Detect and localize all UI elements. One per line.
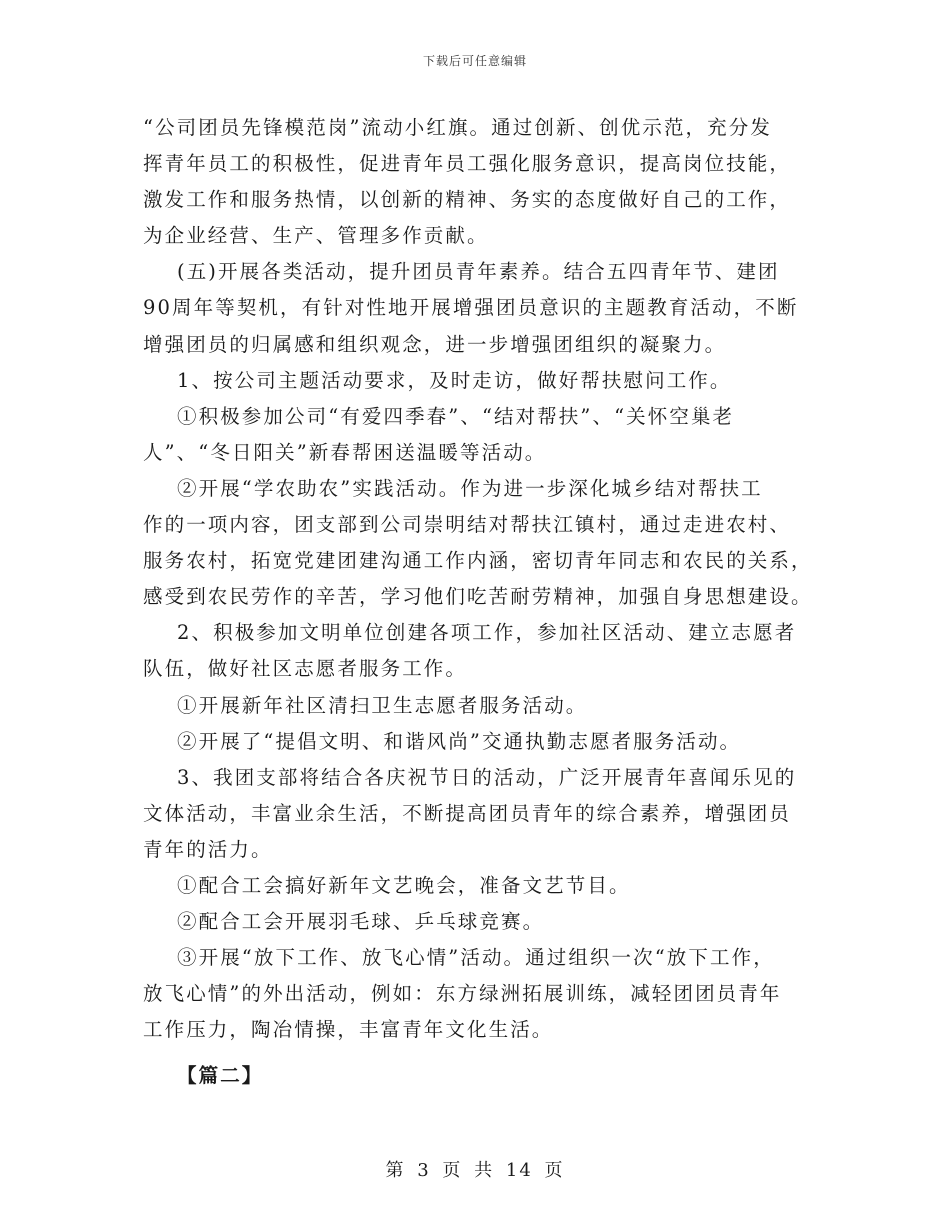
body-line: 文体活动，丰富业余生活，不断提高团员青年的综合素养，增强团员 (143, 801, 792, 825)
page-header: 下载后可任意编辑 (422, 54, 527, 68)
body-line: ①积极参加公司“有爱四季春”、“结对帮扶”、“关怀空巢老 (177, 404, 735, 428)
body-line: 增强团员的归属感和组织观念，进一步增强团组织的凝聚力。 (143, 332, 727, 356)
body-line: 作的一项内容，团支部到公司崇明结对帮扶江镇村，通过走进农村、 (143, 513, 792, 537)
total-page-count: 14 (505, 1160, 533, 1181)
current-page-number: 3 (417, 1160, 431, 1181)
body-line: (五)开展各类活动，提升团员青年素养。结合五四青年节、建团 (177, 260, 780, 284)
document-body (143, 110, 815, 1095)
body-line: 激发工作和服务热情，以创新的精神、务实的态度做好自己的工作， (143, 188, 792, 212)
body-line: ②配合工会开展羽毛球、乒乓球竞赛。 (177, 910, 545, 934)
body-line: 3、我团支部将结合各庆祝节日的活动，广泛开展青年喜闻乐见的 (177, 765, 797, 789)
page-footer (0, 1156, 950, 1182)
body-line: ②开展了“提倡文明、和谐风尚”交通执勤志愿者服务活动。 (177, 729, 742, 753)
body-line: ②开展“学农助农”实践活动。作为进一步深化城乡结对帮扶工 (177, 476, 763, 500)
footer-page-word: 页 (442, 1160, 463, 1181)
body-line: ③开展“放下工作、放飞心情”活动。通过组织一次“放下工作， (177, 946, 775, 970)
section-heading: 【篇二】 (177, 1064, 264, 1088)
body-line: ①配合工会搞好新年文艺晚会，准备文艺节目。 (177, 873, 631, 897)
body-line: 1、按公司主题活动要求，及时走访，做好帮扶慰问工作。 (177, 368, 732, 392)
footer-total-word: 共 (474, 1160, 495, 1181)
body-line: 服务农村，拓宽党建团建沟通工作内涵，密切青年同志和农民的关系， (143, 549, 813, 573)
body-line: 90周年等契机，有针对性地开展增强团员意识的主题教育活动，不断 (143, 296, 799, 320)
body-line: ①开展新年社区清扫卫生志愿者服务活动。 (177, 693, 588, 717)
body-line: 工作压力，陶冶情操，丰富青年文化生活。 (143, 1018, 554, 1042)
body-line: “公司团员先锋模范岗”流动小红旗。通过创新、创优示范，充分发 (143, 116, 772, 139)
body-line: 感受到农民劳作的辛苦，学习他们吃苦耐劳精神，加强自身思想建设。 (143, 585, 813, 609)
footer-suffix: 页 (544, 1160, 565, 1181)
body-line: 挥青年员工的积极性，促进青年员工强化服务意识，提高岗位技能， (143, 152, 792, 176)
body-line: 2、积极参加文明单位创建各项工作，参加社区活动、建立志愿者 (177, 621, 797, 645)
body-line: 为企业经营、生产、管理多作贡献。 (143, 224, 489, 248)
body-line: 队伍，做好社区志愿者服务工作。 (143, 657, 468, 681)
body-line: 放飞心情”的外出活动，例如：东方绿洲拓展训练，减轻团团员青年 (143, 982, 782, 1006)
body-line: 人”、“冬日阳关”新春帮困送温暖等活动。 (143, 440, 547, 464)
footer-prefix: 第 (385, 1160, 406, 1181)
body-line: 青年的活力。 (143, 837, 273, 861)
